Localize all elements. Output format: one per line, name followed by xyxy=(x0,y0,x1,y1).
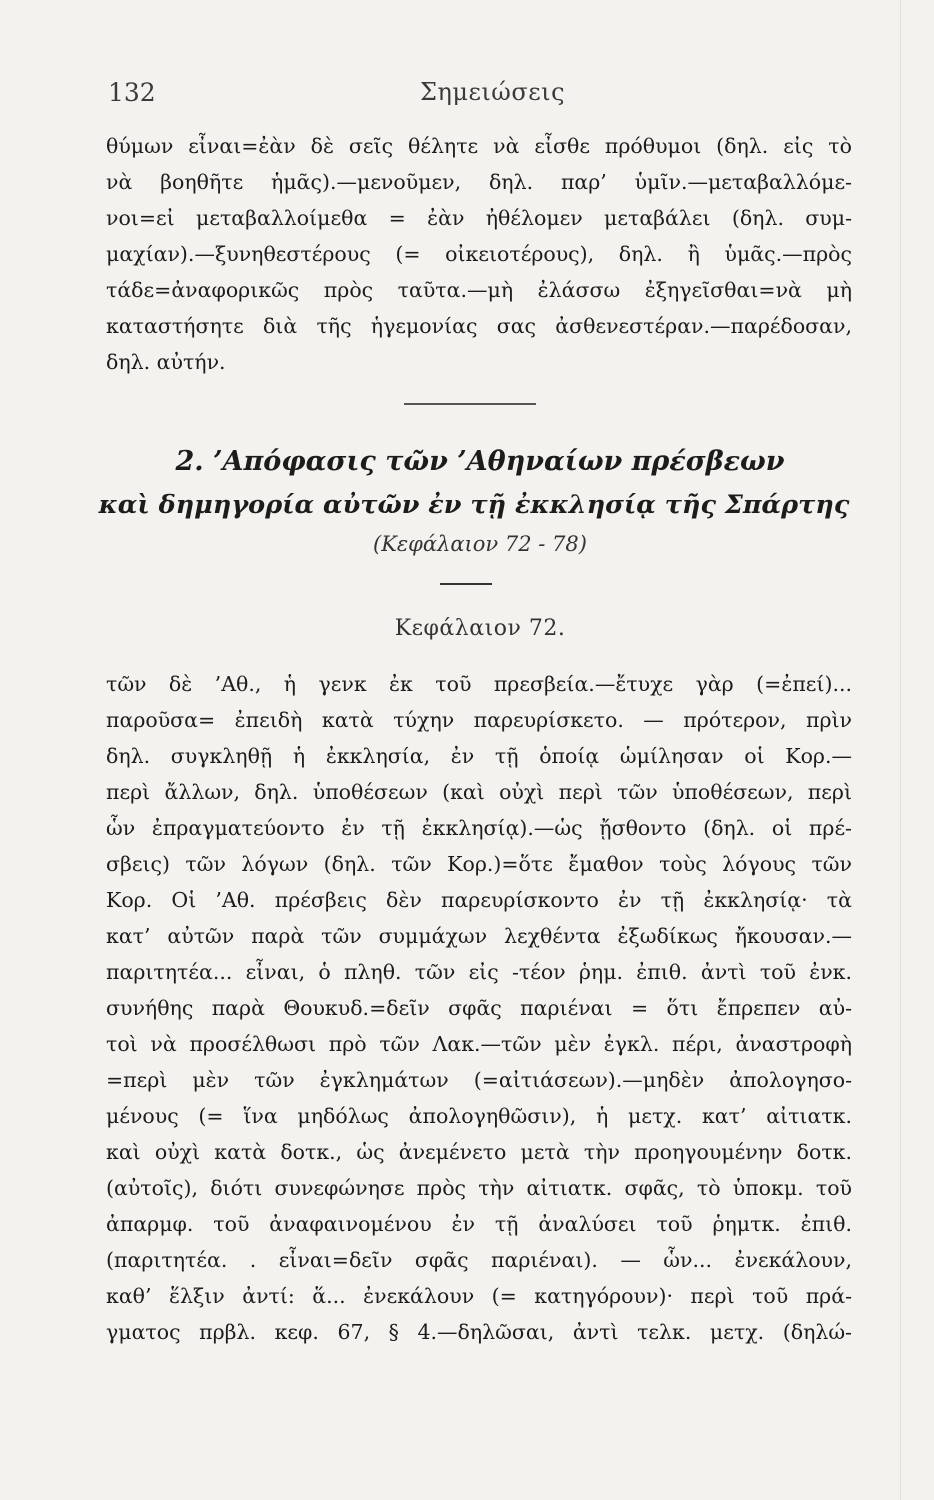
text-line: παροῦσα= ἐπειδὴ κατὰ τύχην παρευρίσκετο. — πρότερον, πρὶν xyxy=(106,708,852,732)
text-line: δηλ. συγκληθῇ ἡ ἐκκλησία, ἐν τῇ ὁποίᾳ ὡμίλησαν οἱ Κορ.— xyxy=(106,744,852,768)
text-line: ὧν ἐπραγματεύοντο ἐν τῇ ἐκκλησίᾳ).—ὡς ᾔσθοντο (δηλ. οἱ πρέ- xyxy=(106,816,852,840)
text-line: Κορ. Οἱ ’Αθ. πρέσβεις δὲν παρευρίσκοντο ἐν τῇ ἐκκλησίᾳ· τὰ xyxy=(106,888,852,912)
text-line: κατ’ αὐτῶν παρὰ τῶν συμμάχων λεχθέντα ἐξωδίκως ἤκουσαν.— xyxy=(106,924,852,948)
text-line: παριτητέα... εἶναι, ὁ πληθ. τῶν εἰς -τέον ῥημ. ἐπιθ. ἀντὶ τοῦ ἐνκ. xyxy=(106,960,852,984)
chapter-heading: Κεφάλαιον 72. xyxy=(394,616,566,641)
text-line: δηλ. αὐτήν. xyxy=(106,350,226,374)
text-line: γματος πρβλ. κεφ. 67, § 4.—δηλῶσαι, ἀντὶ τελκ. μετχ. (δηλώ- xyxy=(106,1320,852,1344)
text-line: μαχίαν).—ξυνηθεστέρους (= οἰκειοτέρους), δηλ. ἢ ὑμᾶς.—πρὸς xyxy=(106,242,852,266)
text-line: (παριτητέα. . εἶναι=δεῖν σφᾶς παριέναι). — ὧν... ἐνεκάλουν, xyxy=(106,1248,852,1272)
text-line: καταστήσητε διὰ τῆς ἡγεμονίας σας ἀσθενεστέραν.—παρέδοσαν, xyxy=(106,314,852,338)
section-title-line-2: καὶ δημηγορία αὐτῶν ἐν τῇ ἐκκλησίᾳ τῆς Σπάρτης xyxy=(98,490,850,520)
running-title: Σημειώσεις xyxy=(420,78,566,106)
text-line: ἀπαρμφ. τοῦ ἀναφαινομένου ἐν τῇ ἀναλύσει τοῦ ῥημτκ. ἐπιθ. xyxy=(106,1212,852,1236)
text-line: =περὶ μὲν τῶν ἐγκλημάτων (=αἰτιάσεων).—μηδὲν ἀπολογησο- xyxy=(106,1068,852,1092)
section-subtitle: (Κεφάλαιον 72 - 78) xyxy=(373,532,587,556)
running-head xyxy=(108,78,844,114)
text-line: τῶν δὲ ’Αθ., ἡ γενκ ἐκ τοῦ πρεσβεία.—ἔτυχε γὰρ (=ἐπεί)... xyxy=(106,672,852,696)
text-line: τοὶ νὰ προσέλθωσι πρὸ τῶν Λακ.—τῶν μὲν ἐγκλ. πέρι, ἀναστροφὴ xyxy=(106,1032,852,1056)
text-line: νοι=εἰ μεταβαλλοίμεθα = ἐὰν ἠθέλομεν μεταβάλει (δηλ. συμ- xyxy=(106,206,852,230)
notes-paragraph-bottom xyxy=(106,666,852,1350)
text-line: νὰ βοηθῆτε ἡμᾶς).—μενοῦμεν, δηλ. παρ’ ὑμῖν.—μεταβαλλόμε- xyxy=(106,170,852,194)
section-divider xyxy=(404,403,536,405)
text-line: μένους (= ἵνα μηδόλως ἀπολογηθῶσιν), ἡ μετχ. κατ’ αἰτιατκ. xyxy=(106,1104,852,1128)
text-line: θύμων εἶναι=ἐὰν δὲ σεῖς θέλητε νὰ εἶσθε πρόθυμοι (δηλ. εἰς τὸ xyxy=(106,134,852,158)
text-line: καθ’ ἕλξιν ἀντί: ἅ... ἐνεκάλουν (= κατηγόρουν)· περὶ τοῦ πρά- xyxy=(106,1284,852,1308)
text-line: συνήθης παρὰ Θουκυδ.=δεῖν σφᾶς παριέναι = ὅτι ἔπρεπεν αὐ- xyxy=(106,996,852,1020)
page-number: 132 xyxy=(108,78,156,107)
section-title-line-1: 2. ’Απόφασις τῶν ’Αθηναίων πρέσβεων xyxy=(175,446,785,477)
text-line: (αὐτοῖς), διότι συνεφώνησε πρὸς τὴν αἰτιατκ. σφᾶς, τὸ ὑποκμ. τοῦ xyxy=(106,1176,852,1200)
page-edge-divider xyxy=(900,0,901,1500)
text-line: περὶ ἄλλων, δηλ. ὑποθέσεων (καὶ οὐχὶ περὶ τῶν ὑποθέσεων, περὶ xyxy=(106,780,852,804)
subtitle-divider xyxy=(440,583,492,585)
text-line: σβεις) τῶν λόγων (δηλ. τῶν Κορ.)=ὅτε ἔμαθον τοὺς λόγους τῶν xyxy=(106,852,852,876)
text-line: τάδε=ἀναφορικῶς πρὸς ταῦτα.—μὴ ἐλάσσω ἐξηγεῖσθαι=νὰ μὴ xyxy=(106,278,852,302)
notes-paragraph-top xyxy=(106,128,852,380)
text-line: καὶ οὐχὶ κατὰ δοτκ., ὡς ἀνεμένετο μετὰ τὴν προηγουμένην δοτκ. xyxy=(106,1140,852,1164)
